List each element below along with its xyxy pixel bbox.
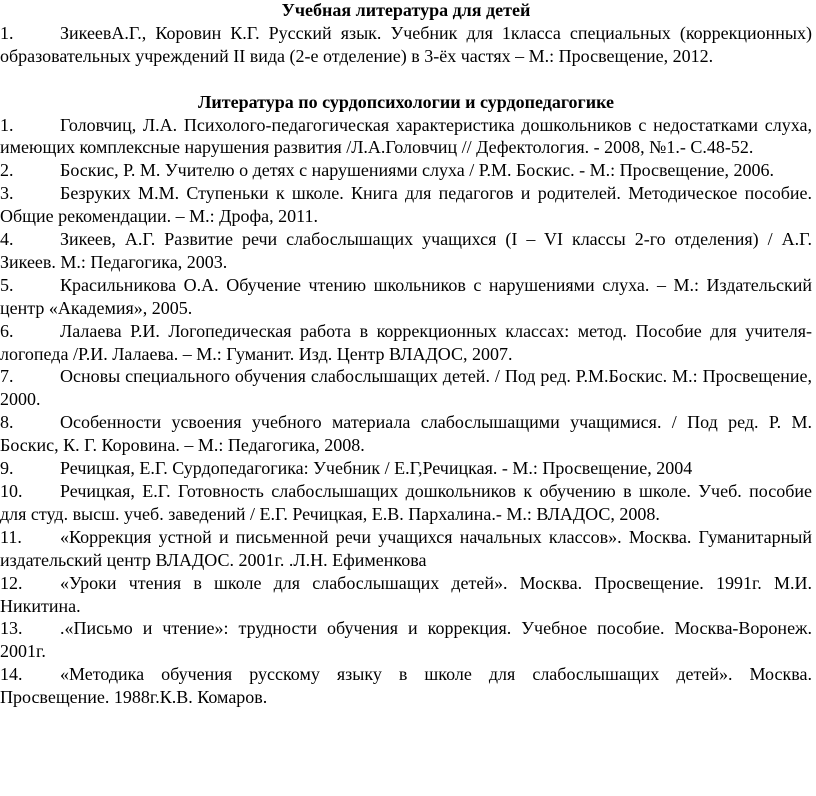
entry-text: Безруких М.М. Ступеньки к школе. Книга для педагогов и родителей. Методическое пособие. Общие рекомендации. – М.: Дрофа, 2011.	[0, 183, 812, 227]
bibliography-entry	[0, 274, 812, 320]
entry-number: 7.	[0, 366, 14, 387]
entry-text: Лалаева Р.И. Логопедическая работа в коррекционных классах: метод. Пособие для учителя-логопеда /Р.И. Лалаева. – М.: Гуманит. Изд. Центр ВЛАДОС, 2007.	[0, 320, 812, 364]
entry-number: 10.	[0, 481, 23, 502]
bibliography-entry	[0, 480, 812, 526]
bibliography-entry	[0, 182, 812, 228]
bibliography-entry	[0, 457, 812, 480]
bibliography-entry	[0, 228, 812, 274]
entry-text: «Методика обучения русскому языку в школе для слабослышащих детей». Москва. Просвещение. 1988г.К.В. Комаров.	[0, 664, 812, 708]
entry-number: 9.	[0, 458, 14, 479]
entry-number: 8.	[0, 412, 14, 433]
section2-list	[0, 114, 812, 710]
entry-number: 1.	[0, 114, 14, 135]
entry-text: Особенности усвоения учебного материала слабослышащими учащимися. / Под ред. Р. М. Боскис, К. Г. Коровина. – М.: Педагогика, 2008.	[0, 412, 812, 456]
entry-text: Речицкая, Е.Г. Сурдопедагогика: Учебник / Е.Г,Речицкая. - М.: Просвещение, 2004	[60, 458, 693, 479]
entry-number: 6.	[0, 320, 14, 341]
entry-text: Боскис, Р. М. Учителю о детях с нарушениями слуха / Р.М. Боскис. - М.: Просвещение, 2006.	[60, 160, 775, 181]
entry-text: ЗикеевА.Г., Коровин К.Г. Русский язык. Учебник для 1класса специальных (коррекционных) образовательных учреждений II вида (2-е отделение) в 3-ёх частях – М.: Просвещение, 2012.	[0, 22, 812, 66]
entry-text: Зикеев, А.Г. Развитие речи слабослышащих учащихся (I – VI классы 2-го отделения) / А.Г. Зикеев. М.: Педагогика, 2003.	[0, 229, 812, 272]
entry-number: 14.	[0, 664, 23, 685]
bibliography-entry	[0, 411, 812, 457]
bibliography-entry	[0, 572, 812, 618]
entry-number: 2.	[0, 160, 14, 181]
bibliography-entry	[0, 114, 812, 160]
bibliography-entry	[0, 663, 812, 709]
entry-text: Красильникова О.А. Обучение чтению школьников с нарушениями слуха. – М.: Издательский центр «Академия», 2005.	[0, 274, 812, 318]
entry-text: «Уроки чтения в школе для слабослышащих детей». Москва. Просвещение. 1991г. М.И. Никитина.	[0, 572, 812, 616]
entry-number: 4.	[0, 229, 14, 250]
entry-text: Головчиц, Л.А. Психолого-педагогическая характеристика дошкольников с недостатками слуха, имеющих комплексные нарушения развития /Л.А.Головчиц // Дефектология. - 2008, №1.- С.48-52.	[0, 114, 812, 158]
entry-text: Речицкая, Е.Г. Готовность слабослышащих дошкольников к обучению в школе. Учеб. пособие для студ. высш. учеб. заведений / Е.Г. Речицкая, Е.В. Пархалина.- М.: ВЛАДОС, 2008.	[0, 481, 812, 524]
entry-number: 13.	[0, 618, 23, 639]
spacer	[0, 68, 812, 91]
bibliography-entry	[0, 22, 812, 68]
entry-number: 3.	[0, 183, 14, 204]
section-title-surdo-literature: Литература по сурдопсихологии и сурдопедагогике	[197, 91, 614, 112]
entry-number: 12.	[0, 572, 23, 593]
bibliography-entry	[0, 159, 812, 182]
bibliography-entry	[0, 617, 812, 663]
entry-number: 5.	[0, 274, 14, 295]
bibliography-entry	[0, 365, 812, 411]
section1-list	[0, 22, 812, 68]
entry-text: .«Письмо и чтение»: трудности обучения и коррекция. Учебное пособие. Москва-Воронеж. 2001г.	[0, 618, 812, 662]
section-title-children-literature: Учебная литература для детей	[281, 0, 531, 20]
entry-text: Основы специального обучения слабослышащих детей. / Под ред. Р.М.Боскис. М.: Просвещение, 2000.	[0, 366, 812, 410]
entry-text: «Коррекция устной и письменной речи учащихся начальных классов». Москва. Гуманитарный издательский центр ВЛАДОС. 2001г. .Л.Н. Ефименкова	[0, 526, 812, 570]
entry-number: 11.	[0, 526, 22, 547]
entry-number: 1.	[0, 22, 14, 43]
bibliography-entry	[0, 320, 812, 366]
bibliography-entry	[0, 526, 812, 572]
